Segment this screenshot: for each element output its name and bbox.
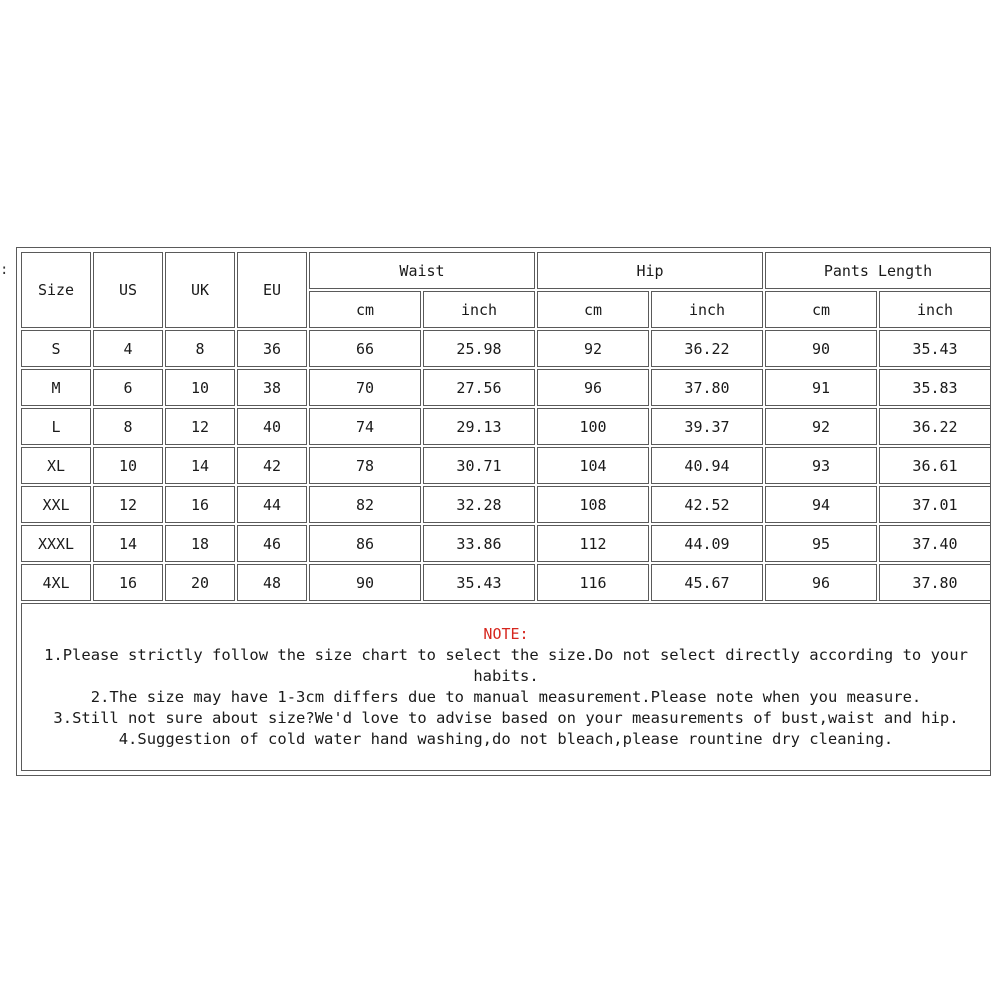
unit-header-length-cm: cm	[765, 291, 877, 328]
cell-hip-inch: 45.67	[651, 564, 763, 601]
cell-size: M	[21, 369, 91, 406]
table-row	[21, 525, 991, 562]
cell-eu: 46	[237, 525, 307, 562]
cell-waist-cm: 90	[309, 564, 421, 601]
cell-waist-inch: 25.98	[423, 330, 535, 367]
cell-size: S	[21, 330, 91, 367]
cell-waist-inch: 27.56	[423, 369, 535, 406]
cell-us: 14	[93, 525, 163, 562]
cell-waist-inch: 33.86	[423, 525, 535, 562]
cell-hip-inch: 40.94	[651, 447, 763, 484]
cell-length-cm: 96	[765, 564, 877, 601]
note-line-4: 4.Suggestion of cold water hand washing,do not bleach,please rountine dry cleaning.	[118, 730, 894, 748]
header-us: US	[93, 252, 163, 328]
cell-eu: 38	[237, 369, 307, 406]
note-line-1: 1.Please strictly follow the size chart to select the size.Do not select directly according to your habits.	[44, 646, 968, 685]
cell-eu: 44	[237, 486, 307, 523]
cell-waist-inch: 35.43	[423, 564, 535, 601]
cell-size: L	[21, 408, 91, 445]
cell-length-cm: 94	[765, 486, 877, 523]
cell-uk: 16	[165, 486, 235, 523]
table-row	[21, 369, 991, 406]
cell-hip-cm: 96	[537, 369, 649, 406]
cell-waist-cm: 66	[309, 330, 421, 367]
cell-length-cm: 93	[765, 447, 877, 484]
cell-waist-cm: 82	[309, 486, 421, 523]
cell-us: 16	[93, 564, 163, 601]
cell-size: XXL	[21, 486, 91, 523]
cell-hip-inch: 36.22	[651, 330, 763, 367]
cell-hip-inch: 42.52	[651, 486, 763, 523]
cell-eu: 40	[237, 408, 307, 445]
header-row-groups	[21, 252, 991, 289]
cell-uk: 10	[165, 369, 235, 406]
cell-us: 12	[93, 486, 163, 523]
cell-us: 8	[93, 408, 163, 445]
size-chart-frame	[16, 247, 991, 776]
cell-hip-cm: 112	[537, 525, 649, 562]
cell-length-cm: 95	[765, 525, 877, 562]
header-hip: Hip	[537, 252, 763, 289]
note-title: NOTE:	[483, 625, 529, 643]
header-size: Size	[21, 252, 91, 328]
cell-us: 10	[93, 447, 163, 484]
cell-hip-cm: 116	[537, 564, 649, 601]
cell-uk: 18	[165, 525, 235, 562]
cell-length-cm: 92	[765, 408, 877, 445]
unit-header-hip-cm: cm	[537, 291, 649, 328]
table-row	[21, 447, 991, 484]
cell-size: XL	[21, 447, 91, 484]
cell-waist-cm: 86	[309, 525, 421, 562]
cell-waist-inch: 30.71	[423, 447, 535, 484]
cell-eu: 42	[237, 447, 307, 484]
table-row	[21, 408, 991, 445]
cell-size: 4XL	[21, 564, 91, 601]
cell-waist-cm: 74	[309, 408, 421, 445]
cell-length-inch: 37.40	[879, 525, 991, 562]
cell-hip-cm: 92	[537, 330, 649, 367]
cell-length-inch: 35.43	[879, 330, 991, 367]
cell-hip-inch: 44.09	[651, 525, 763, 562]
cell-uk: 20	[165, 564, 235, 601]
unit-header-waist-inch: inch	[423, 291, 535, 328]
cell-length-cm: 91	[765, 369, 877, 406]
cell-waist-cm: 70	[309, 369, 421, 406]
cell-hip-cm: 104	[537, 447, 649, 484]
cell-hip-inch: 37.80	[651, 369, 763, 406]
cell-uk: 12	[165, 408, 235, 445]
cell-waist-cm: 78	[309, 447, 421, 484]
cell-length-inch: 36.22	[879, 408, 991, 445]
cell-us: 6	[93, 369, 163, 406]
cell-length-inch: 37.80	[879, 564, 991, 601]
cell-hip-inch: 39.37	[651, 408, 763, 445]
note-line-2: 2.The size may have 1-3cm differs due to manual measurement.Please note when you measure.	[90, 688, 922, 706]
cell-waist-inch: 32.28	[423, 486, 535, 523]
cell-length-cm: 90	[765, 330, 877, 367]
note-cell	[21, 603, 991, 771]
table-row	[21, 564, 991, 601]
unit-header-waist-cm: cm	[309, 291, 421, 328]
note-line-3: 3.Still not sure about size?We'd love to advise based on your measurements of bust,waist and hip.	[53, 709, 959, 727]
size-chart-table	[19, 250, 993, 773]
header-pants-length: Pants Length	[765, 252, 991, 289]
header-waist: Waist	[309, 252, 535, 289]
cell-length-inch: 35.83	[879, 369, 991, 406]
cell-size: XXXL	[21, 525, 91, 562]
table-row	[21, 330, 991, 367]
cell-eu: 48	[237, 564, 307, 601]
stray-mark: :	[0, 262, 9, 278]
cell-hip-cm: 100	[537, 408, 649, 445]
note-row	[21, 603, 991, 771]
cell-hip-cm: 108	[537, 486, 649, 523]
cell-length-inch: 36.61	[879, 447, 991, 484]
cell-waist-inch: 29.13	[423, 408, 535, 445]
unit-header-length-inch: inch	[879, 291, 991, 328]
table-row	[21, 486, 991, 523]
header-uk: UK	[165, 252, 235, 328]
unit-header-hip-inch: inch	[651, 291, 763, 328]
cell-length-inch: 37.01	[879, 486, 991, 523]
cell-eu: 36	[237, 330, 307, 367]
cell-uk: 8	[165, 330, 235, 367]
cell-uk: 14	[165, 447, 235, 484]
header-eu: EU	[237, 252, 307, 328]
cell-us: 4	[93, 330, 163, 367]
